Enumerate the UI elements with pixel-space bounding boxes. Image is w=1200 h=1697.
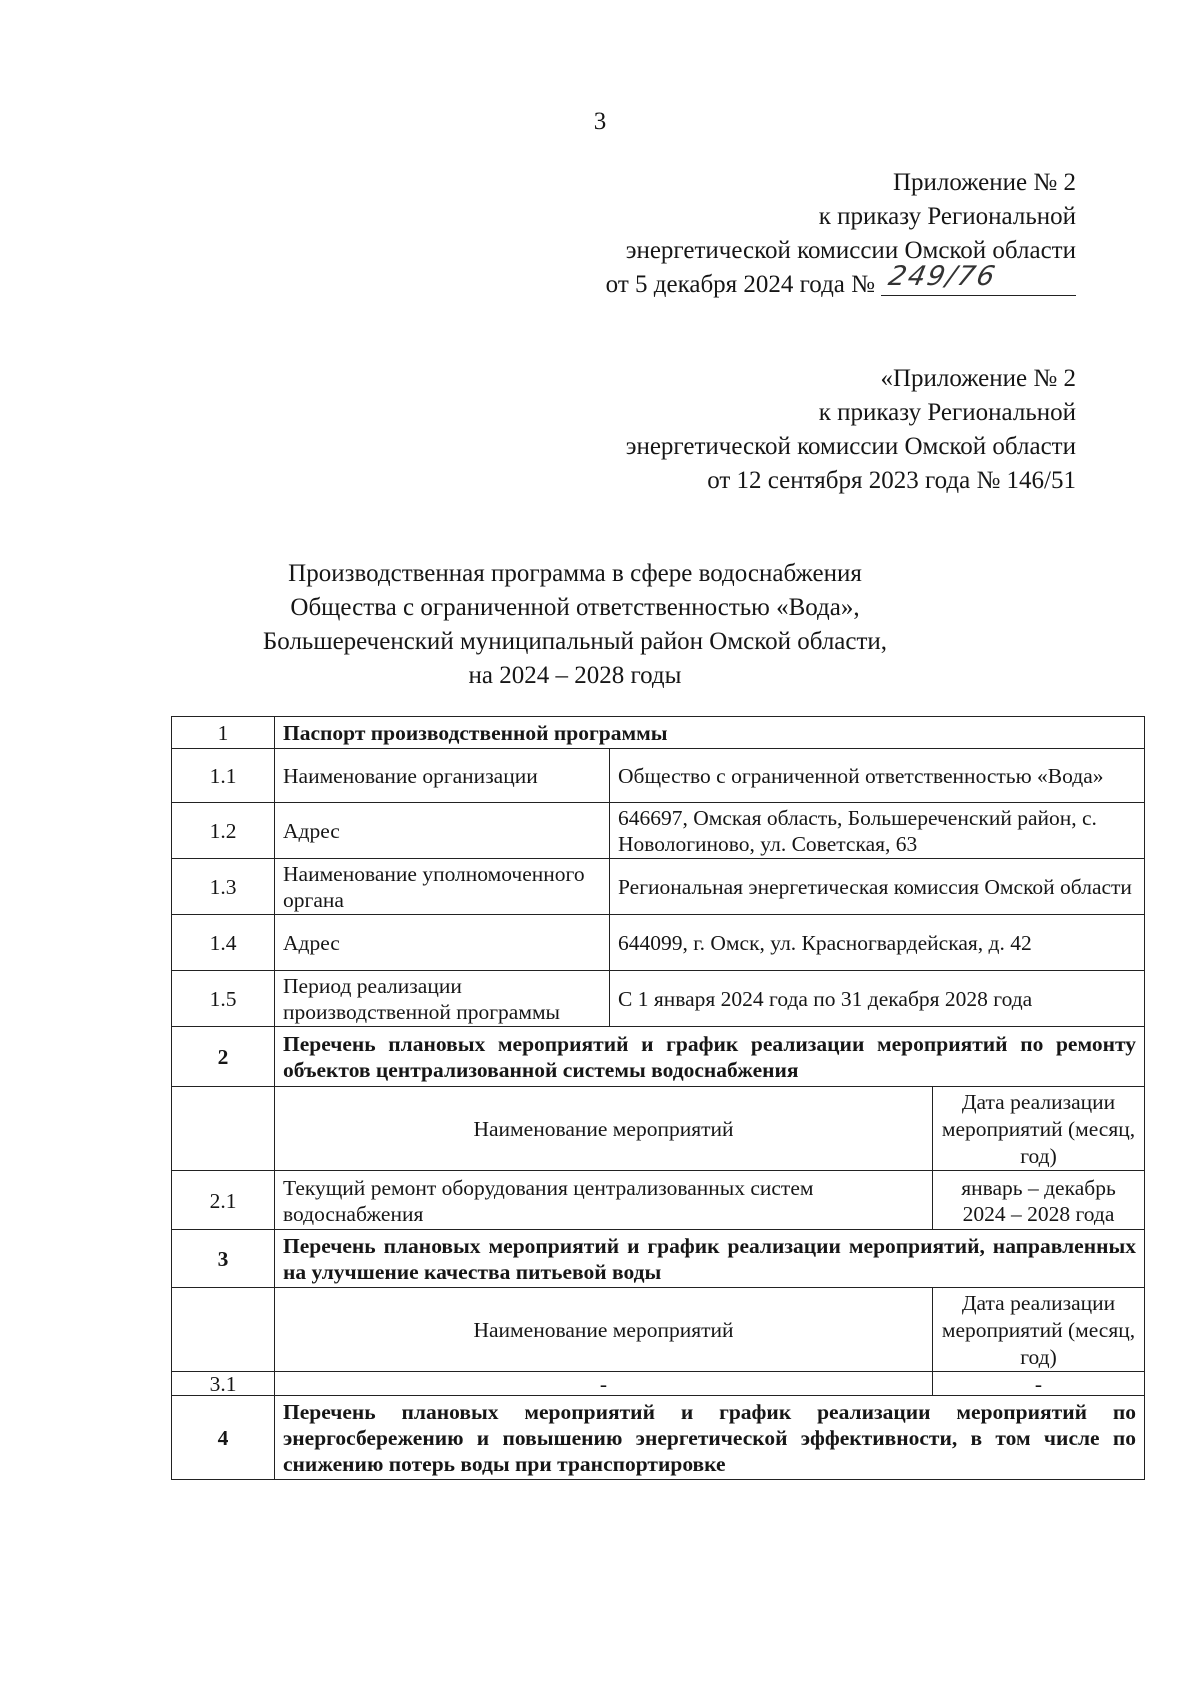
section-number: 1 — [172, 717, 275, 749]
activity-date: январь – декабрь 2024 – 2028 года — [933, 1171, 1145, 1230]
column-header-name: Наименование мероприятий — [275, 1288, 933, 1372]
row-number: 1.1 — [172, 749, 275, 803]
order-number-field — [881, 261, 1076, 296]
section-number: 3 — [172, 1230, 275, 1288]
empty-cell — [172, 1288, 275, 1372]
column-header-name: Наименование мероприятий — [275, 1087, 933, 1171]
row-number: 2.1 — [172, 1171, 275, 1230]
appendix-order-ref: к приказу Региональной — [818, 203, 1076, 230]
appendix-date-line — [605, 261, 1076, 302]
row-label: Наименование организации — [275, 749, 610, 803]
appendix-old-order-ref: к приказу Региональной — [818, 399, 1076, 426]
section-4-header — [172, 1396, 1145, 1480]
appendix-old-date: от 12 сентября 2023 года № 146/51 — [707, 467, 1076, 494]
table-row — [172, 1171, 1145, 1230]
row-value: Общество с ограниченной ответственностью «Вода» — [610, 749, 1145, 803]
row-label: Адрес — [275, 803, 610, 859]
row-value: 644099, г. Омск, ул. Красногвардейская, д. 42 — [610, 915, 1145, 971]
activity-date: - — [933, 1372, 1145, 1396]
row-label: Адрес — [275, 915, 610, 971]
section-2-header — [172, 1027, 1145, 1087]
appendix-old-commission: энергетической комиссии Омской области — [625, 433, 1076, 460]
table-row — [172, 915, 1145, 971]
section-1-header — [172, 717, 1145, 749]
activity-name: - — [275, 1372, 933, 1396]
program-title-line: Общества с ограниченной ответственностью «Вода», — [290, 594, 860, 621]
page-number: 3 — [593, 108, 607, 135]
column-header-row — [172, 1288, 1145, 1372]
table-row — [172, 1372, 1145, 1396]
section-3-header — [172, 1230, 1145, 1288]
program-title-line: на 2024 – 2028 годы — [468, 662, 682, 689]
program-title — [175, 557, 975, 693]
table-row — [172, 803, 1145, 859]
row-value: 646697, Омская область, Большереченский район, с. Новологиново, ул. Советская, 63 — [610, 803, 1145, 859]
appendix-header-new — [606, 166, 1076, 302]
column-header-date: Дата реализации мероприятий (месяц, год) — [933, 1087, 1145, 1171]
table-row — [172, 749, 1145, 803]
row-number: 3.1 — [172, 1372, 275, 1396]
column-header-date: Дата реализации мероприятий (месяц, год) — [933, 1288, 1145, 1372]
appendix-old-title: «Приложение № 2 — [880, 365, 1076, 392]
empty-cell — [172, 1087, 275, 1171]
row-label: Наименование уполномоченного органа — [275, 859, 610, 915]
section-number: 4 — [172, 1396, 275, 1480]
row-number: 1.5 — [172, 971, 275, 1027]
table-row — [172, 971, 1145, 1027]
section-title: Паспорт производственной программы — [275, 717, 1145, 749]
section-title: Перечень плановых мероприятий и график реализации мероприятий по ремонту объектов централизованной системы водоснабжения — [275, 1027, 1145, 1087]
table-row — [172, 859, 1145, 915]
appendix-commission: энергетической комиссии Омской области — [625, 237, 1076, 264]
column-header-row — [172, 1087, 1145, 1171]
section-title: Перечень плановых мероприятий и график реализации мероприятий, направленных на улучшение качества питьевой воды — [275, 1230, 1145, 1288]
row-number: 1.4 — [172, 915, 275, 971]
row-value: С 1 января 2024 года по 31 декабря 2028 года — [610, 971, 1145, 1027]
appendix-date: от 5 декабря 2024 года № — [605, 271, 875, 298]
row-number: 1.2 — [172, 803, 275, 859]
activity-name: Текущий ремонт оборудования централизованных систем водоснабжения — [275, 1171, 933, 1230]
row-number: 1.3 — [172, 859, 275, 915]
program-title-line: Производственная программа в сфере водоснабжения — [288, 560, 862, 587]
appendix-title: Приложение № 2 — [892, 169, 1076, 196]
program-title-line: Большереченский муниципальный район Омской области, — [262, 628, 888, 655]
appendix-header-old — [626, 362, 1076, 498]
row-value: Региональная энергетическая комиссия Омской области — [610, 859, 1145, 915]
row-label: Период реализации производственной программы — [275, 971, 610, 1027]
production-program-table — [171, 716, 1145, 1480]
section-number: 2 — [172, 1027, 275, 1087]
section-title: Перечень плановых мероприятий и график реализации мероприятий по энергосбережению и повышению энергетической эффективности, в том числе по снижению потерь воды при транспортировке — [275, 1396, 1145, 1480]
handwritten-order-number: 249/76 — [885, 261, 1000, 292]
